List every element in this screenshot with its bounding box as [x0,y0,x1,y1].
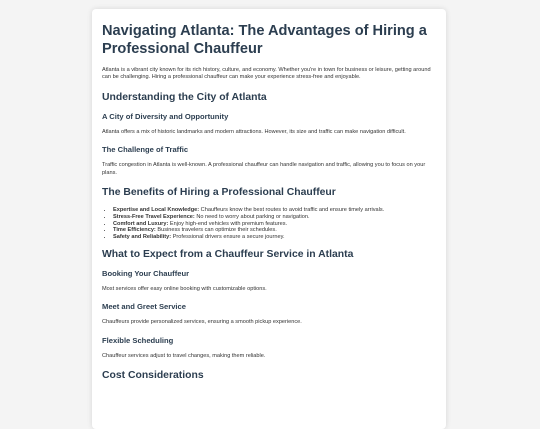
benefit-desc: Enjoy high-end vehicles with premium features. [168,220,288,227]
list-item [113,214,436,221]
intro-paragraph: Atlanta is a vibrant city known for its rich history, culture, and economy. Whether you're in town for business or leisure, getting around can be challenging. Hiring a professional chauffeur can make your experience stress-free and enjoyable. [102,67,431,81]
subheading-booking: Booking Your Chauffeur [102,269,190,279]
benefit-desc: Professional drivers ensure a secure journey. [171,234,285,241]
benefits-list [102,207,436,241]
subheading-traffic: The Challenge of Traffic [102,145,189,155]
list-item [113,227,436,234]
subheading-diversity: A City of Diversity and Opportunity [102,111,229,121]
benefit-term: Safety and Reliability: [113,234,172,241]
list-item [113,221,436,228]
benefit-desc: No need to worry about parking or navigation. [194,213,310,220]
benefit-term: Comfort and Luxury: [113,220,169,227]
paragraph-diversity: Atlanta offers a mix of historic landmarks and modern attractions. However, its size and traffic can make navigation difficult. [102,128,406,135]
section-heading-city: Understanding the City of Atlanta [102,91,267,103]
section-heading-benefits: The Benefits of Hiring a Professional Chauffeur [102,187,336,199]
section-heading-expect: What to Expect from a Chauffeur Service in Atlanta [102,249,354,261]
list-item [113,234,436,241]
paragraph-booking: Most services offer easy online booking with customizable options. [102,286,267,293]
benefit-desc: Business travelers can optimize their schedules. [155,227,277,234]
benefit-term: Stress-Free Travel Experience: [113,213,195,220]
section-heading-cost: Cost Considerations [102,370,204,382]
list-item [113,207,436,214]
benefit-desc: Chauffeurs know the best routes to avoid traffic and ensure timely arrivals. [199,207,385,214]
benefit-term: Expertise and Local Knowledge: [113,207,200,214]
paragraph-traffic: Traffic congestion in Atlanta is well-known. A professional chauffeur can handle navigation and traffic, allowing you to focus on your plans. [102,162,426,176]
paragraph-meet-greet: Chauffeurs provide personalized services, ensuring a smooth pickup experience. [102,319,302,326]
subheading-meet-greet: Meet and Greet Service [102,302,186,312]
benefit-term: Time Efficiency: [113,227,156,234]
article-title: Navigating Atlanta: The Advantages of Hiring a Professional Chauffeur [102,23,427,57]
article-card [92,9,446,429]
paragraph-scheduling: Chauffeur services adjust to travel changes, making them reliable. [102,352,266,359]
subheading-scheduling: Flexible Scheduling [102,335,174,345]
